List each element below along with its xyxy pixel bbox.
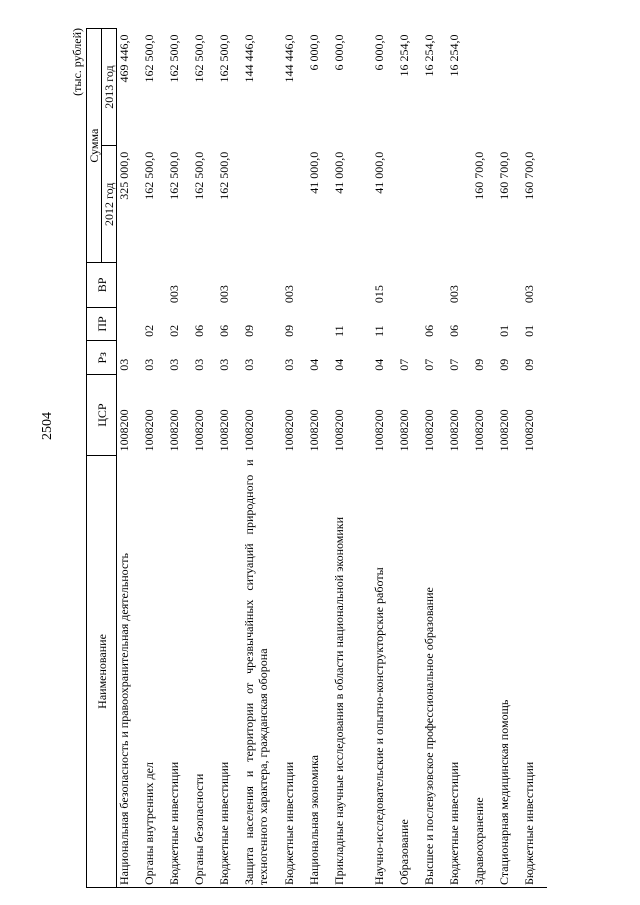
row-name: Научно-исследовательские и опытно-конструкторские работы (372, 455, 397, 887)
row-csr: 1008200 (217, 409, 231, 452)
row-name: Национальная экономика (307, 455, 332, 887)
row-amount-2013: 469 446,0 (117, 34, 131, 83)
row-amount-2013: 16 254,0 (422, 34, 436, 77)
table-row (447, 29, 472, 888)
row-rz: 03 (142, 358, 156, 371)
row-csr: 1008200 (422, 409, 436, 452)
row-name: Бюджетные инвестиции (447, 455, 472, 887)
row-vr (142, 263, 167, 307)
row-pr (472, 307, 497, 341)
row-amount-2013: 162 500,0 (167, 34, 181, 83)
row-name: Стационарная медицинская помощь (497, 455, 522, 887)
row-vr (117, 263, 143, 307)
table-row (522, 29, 547, 888)
row-csr: 1008200 (282, 409, 296, 452)
row-rz: 03 (242, 358, 256, 371)
row-pr: 02 (167, 324, 181, 337)
row-csr: 1008200 (472, 409, 486, 452)
row-amount-2013: 162 500,0 (142, 34, 156, 83)
header-2013: 2013 год (102, 29, 117, 146)
row-amount-2013: 162 500,0 (192, 34, 206, 83)
row-amount-2012: 325 000,0 (117, 151, 131, 200)
row-vr: 003 (522, 285, 536, 304)
row-amount-2012: 41 000,0 (372, 151, 386, 194)
row-amount-2012: 160 700,0 (497, 151, 511, 200)
row-vr (242, 263, 282, 307)
row-csr: 1008200 (397, 409, 411, 452)
table-row (422, 29, 447, 888)
row-name: Бюджетные инвестиции (217, 455, 242, 887)
row-pr: 06 (447, 324, 461, 337)
row-amount-2012: 160 700,0 (522, 151, 536, 200)
table-row (372, 29, 397, 888)
row-vr: 003 (282, 285, 296, 304)
table-row (117, 29, 143, 888)
table-row (282, 29, 307, 888)
row-vr: 015 (372, 285, 386, 304)
table-row (472, 29, 497, 888)
row-amount-2013: 16 254,0 (447, 34, 461, 77)
table-row (142, 29, 167, 888)
row-vr (497, 263, 522, 307)
row-pr: 06 (422, 324, 436, 337)
row-amount-2012 (282, 146, 307, 263)
row-amount-2013: 16 254,0 (397, 34, 411, 77)
table-row (307, 29, 332, 888)
row-pr (307, 307, 332, 341)
row-rz: 09 (472, 358, 486, 371)
row-amount-2013 (497, 29, 522, 146)
row-amount-2013: 6 000,0 (332, 34, 346, 71)
row-pr: 09 (242, 324, 256, 337)
row-amount-2012 (397, 146, 422, 263)
row-rz: 07 (397, 358, 411, 371)
row-pr (397, 307, 422, 341)
row-pr: 11 (332, 325, 346, 337)
row-rz: 04 (332, 358, 346, 371)
table-row (242, 29, 282, 888)
row-pr: 01 (522, 324, 536, 337)
row-csr: 1008200 (167, 409, 181, 452)
header-sum: Сумма (87, 29, 102, 263)
row-name: Бюджетные инвестиции (167, 455, 192, 887)
row-name: Органы внутренних дел (142, 455, 167, 887)
row-amount-2012: 162 500,0 (217, 151, 231, 200)
row-rz: 04 (307, 358, 321, 371)
budget-table (86, 28, 547, 888)
row-amount-2013: 162 500,0 (217, 34, 231, 83)
row-csr: 1008200 (192, 409, 206, 452)
page-number: 2504 (40, 412, 55, 440)
header-pr: ПР (87, 307, 117, 341)
row-csr: 1008200 (447, 409, 461, 452)
row-vr (192, 263, 217, 307)
header-csr: ЦСР (87, 375, 117, 456)
row-csr: 1008200 (117, 409, 131, 452)
row-rz: 03 (282, 358, 296, 371)
table-row (497, 29, 522, 888)
row-name: Бюджетные инвестиции (282, 455, 307, 887)
row-name: Бюджетные инвестиции (522, 455, 547, 887)
row-csr: 1008200 (372, 409, 386, 452)
table-row (332, 29, 372, 888)
row-pr (117, 307, 143, 341)
row-name: Образование (397, 455, 422, 887)
row-rz: 09 (522, 358, 536, 371)
row-csr: 1008200 (142, 409, 156, 452)
row-vr: 003 (167, 285, 181, 304)
row-csr: 1008200 (497, 409, 511, 452)
row-pr: 02 (142, 324, 156, 337)
header-rz: Рз (87, 341, 117, 375)
row-amount-2012 (422, 146, 447, 263)
row-csr: 1008200 (332, 409, 346, 452)
row-name: Прикладные научные исследования в области национальной экономики (332, 455, 372, 887)
row-pr: 06 (192, 324, 206, 337)
row-csr: 1008200 (307, 409, 321, 452)
row-vr (397, 263, 422, 307)
table-row (192, 29, 217, 888)
row-amount-2013: 6 000,0 (307, 34, 321, 71)
row-vr (472, 263, 497, 307)
header-vr: ВР (87, 263, 117, 307)
row-vr: 003 (217, 285, 231, 304)
table-header (87, 29, 117, 888)
table-row (167, 29, 192, 888)
row-amount-2012: 162 500,0 (142, 151, 156, 200)
row-name: Национальная безопасность и правоохранительная деятельность (117, 455, 143, 887)
row-amount-2013 (472, 29, 497, 146)
row-name: Здравоохранение (472, 455, 497, 887)
table-body (117, 29, 548, 888)
table-row (217, 29, 242, 888)
row-amount-2012 (447, 146, 472, 263)
table-row (397, 29, 422, 888)
row-pr: 11 (372, 325, 386, 337)
row-csr: 1008200 (242, 409, 256, 452)
header-2012: 2012 год (102, 146, 117, 263)
row-csr: 1008200 (522, 409, 536, 452)
row-vr (422, 263, 447, 307)
row-rz: 03 (167, 358, 181, 371)
row-name: Органы безопасности (192, 455, 217, 887)
row-rz: 03 (192, 358, 206, 371)
row-vr (332, 263, 372, 307)
row-vr: 003 (447, 285, 461, 304)
row-pr: 06 (217, 324, 231, 337)
row-name: Высшее и послевузовское профессиональное образование (422, 455, 447, 887)
row-rz: 04 (372, 358, 386, 371)
row-rz: 03 (117, 358, 131, 371)
row-rz: 09 (497, 358, 511, 371)
row-rz: 03 (217, 358, 231, 371)
row-rz: 07 (447, 358, 461, 371)
row-amount-2013 (522, 29, 547, 146)
units-note: (тыс. рублей) (70, 28, 84, 96)
row-amount-2012: 41 000,0 (332, 151, 346, 194)
row-amount-2012: 160 700,0 (472, 151, 486, 200)
row-amount-2013: 144 446,0 (242, 34, 256, 83)
row-pr: 09 (282, 324, 296, 337)
row-amount-2013: 6 000,0 (372, 34, 386, 71)
row-amount-2013: 144 446,0 (282, 34, 296, 83)
row-name: Защита населения и территории от чрезвычайных ситуаций природного и техногенного характера, гражданская оборона (242, 455, 282, 887)
row-amount-2012: 41 000,0 (307, 151, 321, 194)
row-amount-2012: 162 500,0 (192, 151, 206, 200)
row-pr: 01 (497, 324, 511, 337)
row-vr (307, 263, 332, 307)
rotated-table-region (70, 28, 590, 888)
row-rz: 07 (422, 358, 436, 371)
row-amount-2012 (242, 146, 282, 263)
row-amount-2012: 162 500,0 (167, 151, 181, 200)
header-name: Наименование (87, 455, 117, 887)
